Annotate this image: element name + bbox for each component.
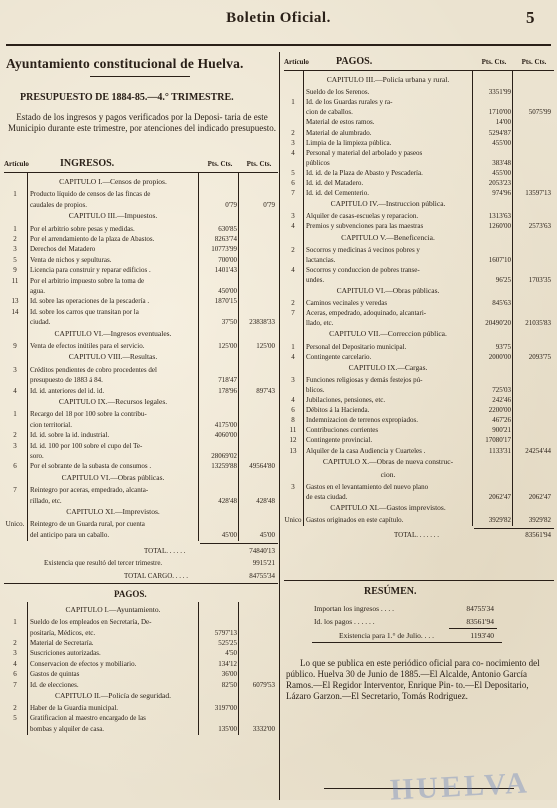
article-number: Unico. — [5, 520, 25, 529]
line-item-text: Gratificacion al maestro encargado de las — [30, 714, 146, 723]
article-number: 1 — [13, 190, 17, 199]
amount-partial: 242'46 — [492, 396, 511, 404]
line-item-text: del anticipo para un caballo. — [30, 530, 110, 539]
chapter-heading: CAPITULO IX.—Recursos legales. — [58, 397, 168, 406]
header-rule — [284, 70, 554, 71]
article-number: 1 — [13, 618, 17, 627]
amount-partial: 1870'15 — [214, 297, 237, 306]
article-number: 11 — [289, 426, 297, 435]
amount-partial: 13259'88 — [211, 462, 237, 471]
line-item-text: Créditos pendientes de cobro procedentes del — [30, 365, 157, 374]
line-item-text: Caminos vecinales y veredas — [306, 299, 388, 308]
line-item-text: Id. id. del Cementerio. — [306, 189, 369, 198]
amount-total: 49564'80 — [249, 462, 275, 471]
amount-partial: 455'00 — [492, 168, 511, 177]
amount-partial: 4175'00 — [214, 420, 237, 429]
summary-section — [284, 580, 554, 795]
line-item-text: Reintegro por aceras, empedrado, alcanta- — [30, 486, 149, 495]
article-number: 4 — [291, 222, 295, 231]
amount-partial: 3929'82 — [488, 516, 511, 525]
column-divider — [279, 52, 280, 800]
amount-total: 2573'63 — [528, 222, 551, 231]
line-item-text: lactancias. — [306, 255, 336, 264]
amount-partial: 37'50 — [221, 318, 237, 327]
line-item-text: Por el arbitrio impuesto sobre la toma de — [30, 276, 145, 285]
column-rule — [27, 602, 28, 735]
line-item-text: Recargo del 18 por 100 sobre la contribu- — [30, 410, 147, 419]
total-label: TOTAL. . . . . . — [144, 547, 186, 556]
line-item-text: Socorros y conduccion de pobres transe- — [306, 265, 420, 274]
article-number: 12 — [289, 436, 297, 445]
line-item-text: Contingente carcelario. — [306, 352, 372, 361]
article-number: 1 — [291, 342, 295, 351]
line-item-text: Funciones religiosas y demás festejos pú- — [306, 375, 423, 384]
amount-partial: 8263'74 — [214, 235, 237, 243]
income-table — [4, 158, 278, 733]
amount-partial: 20490'20 — [485, 319, 511, 328]
article-number: 1 — [13, 410, 17, 419]
amount-total: 428'48 — [256, 496, 275, 505]
amount-total: 0'79 — [263, 200, 275, 209]
total-label: TOTAL. . . . . . . — [394, 531, 440, 540]
closing-paragraph: Lo que se publica en este periódico oficial para co- nocimiento del público. Huelva 30 de Junio de 1885.—El Alcalde, Antonio García Ramos.—El Regidor Interventor, Enrique Pin- to.—El Depositario, Lázaro Garzon.—El Secretario, Tomás Rodriguez. — [286, 658, 540, 701]
line-item-text: Reintegro de un Guarda rural, por cuenta — [30, 520, 145, 529]
chapter-heading: CAPITULO IV.—Instruccion pública. — [330, 199, 446, 209]
column-rule — [512, 70, 513, 526]
article-number: 2 — [13, 704, 17, 712]
amount-partial: 845'63 — [492, 299, 511, 308]
amount-partial: 96'25 — [495, 275, 511, 284]
amount-partial: 4060'00 — [214, 431, 237, 440]
article-number: 2 — [13, 639, 17, 647]
article-number: 7 — [13, 680, 17, 689]
resumen-existencia-value: 1193'40 — [470, 631, 494, 640]
amount-partial: 28069'02 — [211, 452, 237, 460]
line-item-text: cion de caballos. — [306, 108, 353, 117]
amount-partial: 450'00 — [218, 287, 237, 295]
article-number: 4 — [13, 386, 17, 395]
resumen-pagos-label: Id. los pagos . . . . . . — [314, 617, 375, 626]
column-rule — [198, 172, 199, 541]
amount-partial: 1401'43 — [214, 266, 237, 275]
section-rule — [284, 580, 554, 581]
total-cargo-label: TOTAL CARGO. . . . . — [124, 572, 188, 581]
amount-total: 45'00 — [259, 530, 275, 539]
article-number: 4 — [291, 265, 295, 274]
amount-partial: 10773'99 — [211, 245, 237, 254]
chapter-heading: CAPITULO XI.—Imprevistos. — [66, 507, 160, 516]
column-rule — [198, 602, 199, 735]
amount-partial: 178'96 — [218, 386, 237, 395]
line-item-text: Id. id. anteriores del id. id. — [30, 386, 105, 395]
amount-partial: 467'26 — [492, 416, 511, 425]
chapter-heading: CAPITULO III.—Impuestos. — [68, 211, 158, 221]
chapter-heading: CAPITULO I.—Ayuntamiento. — [65, 605, 161, 615]
amount-partial: 718'47 — [218, 376, 237, 385]
line-item-text: Id. sobre las operaciones de la pescadería . — [30, 297, 150, 306]
line-item-text: Licencia para construir y reparar edificios . — [30, 266, 151, 275]
amount-partial: 725'03 — [492, 385, 511, 394]
amount-partial: 1260'00 — [488, 222, 511, 231]
amount-partial: 3351'99 — [488, 88, 511, 97]
article-number: 3 — [13, 365, 17, 374]
total-value: 83561'94 — [525, 531, 551, 540]
article-number: 6 — [13, 670, 17, 679]
article-number: 2 — [291, 245, 295, 254]
chapter-heading: CAPITULO VI.—Obras públicas. — [61, 472, 165, 482]
line-item-text: agua. — [30, 287, 45, 295]
article-number: 14 — [11, 307, 19, 316]
chapter-heading: CAPITULO VI.—Obras públicas. — [336, 286, 440, 295]
line-item-text: positaría, Médicos, etc. — [30, 628, 96, 637]
amount-partial: 525'25 — [218, 639, 237, 647]
amount-partial: 428'48 — [218, 496, 237, 505]
line-item-text: Id. id. sobre la id. industrial. — [30, 431, 110, 440]
resumen-bottom-rule — [312, 642, 502, 643]
resumen-pagos-value: 83561'94 — [466, 617, 494, 626]
col-header-articulo: Artículo — [284, 58, 309, 66]
article-number: 7 — [291, 309, 295, 318]
newspaper-title: Boletin Oficial. — [226, 10, 331, 26]
amount-partial: 900'21 — [492, 426, 511, 435]
line-item-text: presupuesto de 1883 á 84. — [30, 376, 103, 385]
chapter-heading: CAPITULO II.—Policía de seguridad. — [54, 691, 172, 700]
article-number: 4 — [291, 352, 295, 361]
amount-partial: 5797'13 — [214, 628, 237, 637]
amount-total: 5075'99 — [528, 108, 551, 117]
col-header-articulo: Artículo — [4, 160, 29, 168]
line-item-text: Socorros y medicinas á vecinos pobres y — [306, 245, 420, 254]
line-item-text: Derechos del Matadero — [30, 245, 96, 254]
line-item-text: Gastos de quintas — [30, 670, 80, 679]
header-rule — [4, 172, 278, 173]
municipality-title: Ayuntamiento constitucional de Huelva. — [6, 56, 244, 71]
article-number: 6 — [291, 406, 295, 415]
total-rule — [200, 543, 278, 544]
amount-partial: 1133'31 — [488, 446, 511, 455]
amount-partial: 93'75 — [495, 342, 511, 351]
line-item-text: caudales de propios. — [30, 200, 87, 209]
line-item-text: Por el arrendamiento de la plaza de Abastos. — [30, 235, 155, 243]
column-rule — [27, 172, 28, 541]
chapter-heading: cion. — [380, 469, 396, 479]
col-header-pts: Pts. Cts. — [246, 160, 272, 168]
article-number: 1 — [13, 224, 17, 233]
amount-total: 2062'47 — [528, 492, 551, 501]
article-number: 4 — [13, 659, 17, 668]
article-number: 7 — [13, 486, 17, 495]
existencia-value: 9915'21 — [252, 559, 275, 568]
line-item-text: Alquiler de casas-escuelas y reparacion. — [306, 212, 419, 221]
amount-total: 24254'44 — [525, 446, 551, 455]
column-rule — [238, 172, 239, 541]
budget-heading: PRESUPUESTO DE 1884-85.—4.° TRIMESTRE. — [20, 92, 234, 103]
article-number: 3 — [291, 375, 295, 384]
amount-partial: 134'12 — [218, 659, 237, 668]
chapter-heading: CAPITULO V.—Beneficencia. — [341, 232, 435, 242]
line-item-text: Alquiler de la casa Audiencia y Cuarteles . — [306, 446, 426, 455]
amount-partial: 45'00 — [221, 530, 237, 539]
column-rule — [238, 602, 239, 735]
chapter-heading: CAPITULO VII.—Correccion pública. — [329, 329, 447, 339]
resumen-existencia-label: Existencia para 1.° de Julio. . . . — [339, 631, 435, 640]
line-item-text: Por el arbitrio sobre pesas y medidas. — [30, 224, 135, 233]
line-item-text: Id. sobre los carros que transitan por la — [30, 307, 139, 316]
amount-total: 125'00 — [256, 342, 275, 350]
article-number: 2 — [291, 299, 295, 308]
amount-partial: 2053'23 — [488, 179, 511, 187]
chapter-heading: CAPITULO I.—Censos de propios. — [59, 177, 167, 186]
line-item-text: Material de Secretaría. — [30, 639, 94, 647]
line-item-text: Suscriciones autorizadas. — [30, 649, 101, 658]
line-item-text: Material de alumbrado. — [306, 128, 372, 137]
library-watermark: HUELVA — [389, 766, 531, 807]
total-cargo-value: 84755'34 — [249, 572, 275, 581]
resumen-ingresos-value: 84755'34 — [466, 604, 494, 613]
line-item-text: Limpia de la limpieza pública. — [306, 138, 392, 147]
amount-total: 1703'35 — [528, 275, 551, 284]
col-header-pts: Pts. Cts. — [207, 160, 233, 168]
article-number: 3 — [291, 482, 295, 491]
line-item-text: Id. id. del Matadero. — [306, 179, 364, 187]
amount-partial: 3197'00 — [214, 704, 237, 712]
amount-partial: 125'00 — [218, 342, 237, 350]
article-number: 8 — [291, 416, 295, 425]
expenses-table — [284, 58, 554, 578]
amount-partial: 36'00 — [221, 670, 237, 679]
amount-total: 897'43 — [256, 386, 275, 395]
amount-total: 3929'82 — [528, 516, 551, 525]
amount-partial: 455'00 — [492, 138, 511, 147]
article-number: 5 — [291, 168, 295, 177]
amount-partial: 0'79 — [225, 200, 237, 209]
budget-intro: Estado de los ingresos y pagos verificados por la Deposi- taria de este Municipio durante este trimestre, por atenciones del indicado presupuesto. — [8, 112, 276, 133]
article-number: 5 — [13, 714, 17, 723]
line-item-text: blicos. — [306, 385, 325, 394]
col-header-main: INGRESOS. — [60, 158, 115, 169]
line-item-text: Id. de los Guardas rurales y ra- — [306, 98, 393, 107]
line-item-text: Contribuciones corrientes — [306, 426, 379, 435]
resumen-ingresos-label: Importan los ingresos . . . . — [314, 604, 394, 613]
line-item-text: rillado, etc. — [30, 496, 62, 505]
amount-partial: 5294'87 — [488, 128, 511, 137]
article-number: 3 — [13, 649, 17, 658]
amount-partial: 974'96 — [492, 189, 511, 198]
article-number: 4 — [291, 148, 295, 157]
amount-partial: 4'50 — [225, 649, 237, 658]
line-item-text: Contingente provincial. — [306, 436, 373, 445]
title-ornament — [90, 76, 190, 77]
amount-partial: 82'50 — [221, 680, 237, 689]
amount-partial: 1607'10 — [488, 255, 511, 264]
amount-partial: 700'00 — [218, 255, 237, 264]
article-number: 2 — [13, 431, 17, 440]
column-rule — [472, 70, 473, 526]
line-item-text: bombas y alquiler de casa. — [30, 724, 105, 733]
chapter-heading: CAPITULO VIII.—Resultas. — [68, 352, 158, 362]
line-item-text: Sueldo de los Serenos. — [306, 88, 370, 97]
amount-total: 6079'53 — [252, 680, 275, 689]
article-number: 2 — [13, 235, 17, 243]
header-rule — [6, 44, 551, 46]
col-header-pts: Pts. Cts. — [481, 58, 507, 66]
line-item-text: Jubilaciones, pensiones, etc. — [306, 396, 386, 404]
line-item-text: Id. de elecciones. — [30, 680, 79, 689]
article-number: 7 — [291, 189, 295, 198]
line-item-text: Gastos en el levantamiento del nuevo plano — [306, 482, 429, 491]
amount-partial: 14'00 — [495, 118, 511, 127]
article-number: 1 — [291, 98, 295, 107]
line-item-text: Haber de la Guardia municipal. — [30, 704, 119, 712]
amount-total: 13597'13 — [525, 189, 551, 198]
amount-total: 2093'75 — [528, 352, 551, 361]
line-item-text: Por el sobrante de la subasta de consumos . — [30, 462, 152, 471]
amount-partial: 17080'17 — [485, 436, 511, 445]
article-number: 3 — [13, 441, 17, 450]
amount-total: 3332'00 — [252, 724, 275, 733]
line-item-text: de esta ciudad. — [306, 492, 348, 501]
article-number: Unico — [284, 516, 302, 525]
line-item-text: Gastos originados en este capítulo. — [306, 516, 404, 525]
line-item-text: públicos — [306, 158, 330, 167]
line-item-text: Material de estos ramos. — [306, 118, 375, 127]
article-number: 9 — [13, 342, 17, 350]
line-item-text: Conservacion de efectos y mobiliario. — [30, 659, 137, 668]
line-item-text: Id. id. 100 por 100 sobre el cupo del Te- — [30, 441, 143, 450]
line-item-text: Personal y material del arbolado y paseos — [306, 148, 423, 157]
col-header-main: PAGOS. — [336, 56, 373, 67]
line-item-text: soro. — [30, 452, 44, 460]
line-item-text: Aceras, empedrado, adoquinado, alcantari- — [306, 309, 427, 318]
article-number: 3 — [13, 245, 17, 254]
line-item-text: Producto líquido de censos de las fincas de — [30, 190, 151, 199]
amount-partial: 1710'00 — [488, 108, 511, 117]
article-number: 11 — [11, 276, 19, 285]
line-item-text: Venta de nichos y sepulturas. — [30, 255, 112, 264]
article-number: 3 — [291, 138, 295, 147]
line-item-text: Indemnizacion de terrenos expropiados. — [306, 416, 418, 425]
line-item-text: Débitos á la Hacienda. — [306, 406, 370, 415]
article-number: 6 — [13, 462, 17, 471]
amount-total: 23838'33 — [249, 318, 275, 327]
line-item-text: undes. — [306, 275, 325, 284]
amount-partial: 383'48 — [492, 158, 511, 167]
amount-partial: 2062'47 — [488, 492, 511, 501]
amount-partial: 630'85 — [218, 224, 237, 233]
line-item-text: Personal del Depositario municipal. — [306, 342, 407, 351]
line-item-text: cion territorial. — [30, 420, 72, 429]
chapter-heading: CAPITULO VI.—Ingresos eventuales. — [54, 328, 172, 338]
amount-partial: 2000'00 — [488, 352, 511, 361]
article-number: 13 — [289, 446, 297, 455]
existencia-label: Existencia que resultó del tercer trimestre. — [44, 559, 163, 568]
total-rule — [474, 528, 554, 529]
article-number: 3 — [291, 212, 295, 221]
chapter-heading: CAPITULO IX.—Cargas. — [348, 362, 428, 372]
section-rule — [4, 583, 278, 584]
resumen-title: RESÚMEN. — [364, 586, 417, 597]
chapter-heading: CAPITULO III.—Policía urbana y rural. — [326, 75, 450, 84]
article-number: 2 — [291, 128, 295, 137]
amount-partial: 1313'63 — [488, 212, 511, 221]
line-item-text: ciudad. — [30, 318, 51, 327]
article-number: 5 — [13, 255, 17, 264]
total-value: 74840'13 — [249, 547, 275, 556]
line-item-text: Premios y subvenciones para las maestras — [306, 222, 424, 231]
line-item-text: llado, etc. — [306, 319, 334, 328]
line-item-text: Venta de efectos inútiles para el servicio. — [30, 342, 145, 350]
article-number: 4 — [291, 396, 295, 404]
pagos-title: PAGOS. — [114, 589, 147, 600]
col-header-pts: Pts. Cts. — [521, 58, 547, 66]
amount-partial: 2200'00 — [488, 406, 511, 415]
line-item-text: Id. id. de la Plaza de Abasto y Pescadería. — [306, 168, 423, 177]
page-number: 5 — [526, 8, 535, 27]
column-rule — [303, 70, 304, 526]
article-number: 9 — [13, 266, 17, 275]
amount-partial: 135'00 — [218, 724, 237, 733]
amount-total: 21035'83 — [525, 319, 551, 328]
line-item-text: Sueldo de los empleados en Secretaría, De- — [30, 618, 152, 627]
resumen-rule — [449, 628, 497, 629]
chapter-heading: CAPITULO X.—Obras de nueva construc- — [322, 456, 454, 466]
article-number: 6 — [291, 179, 295, 187]
chapter-heading: CAPITULO XI.—Gastos imprevistos. — [330, 503, 446, 512]
article-number: 13 — [11, 297, 19, 306]
